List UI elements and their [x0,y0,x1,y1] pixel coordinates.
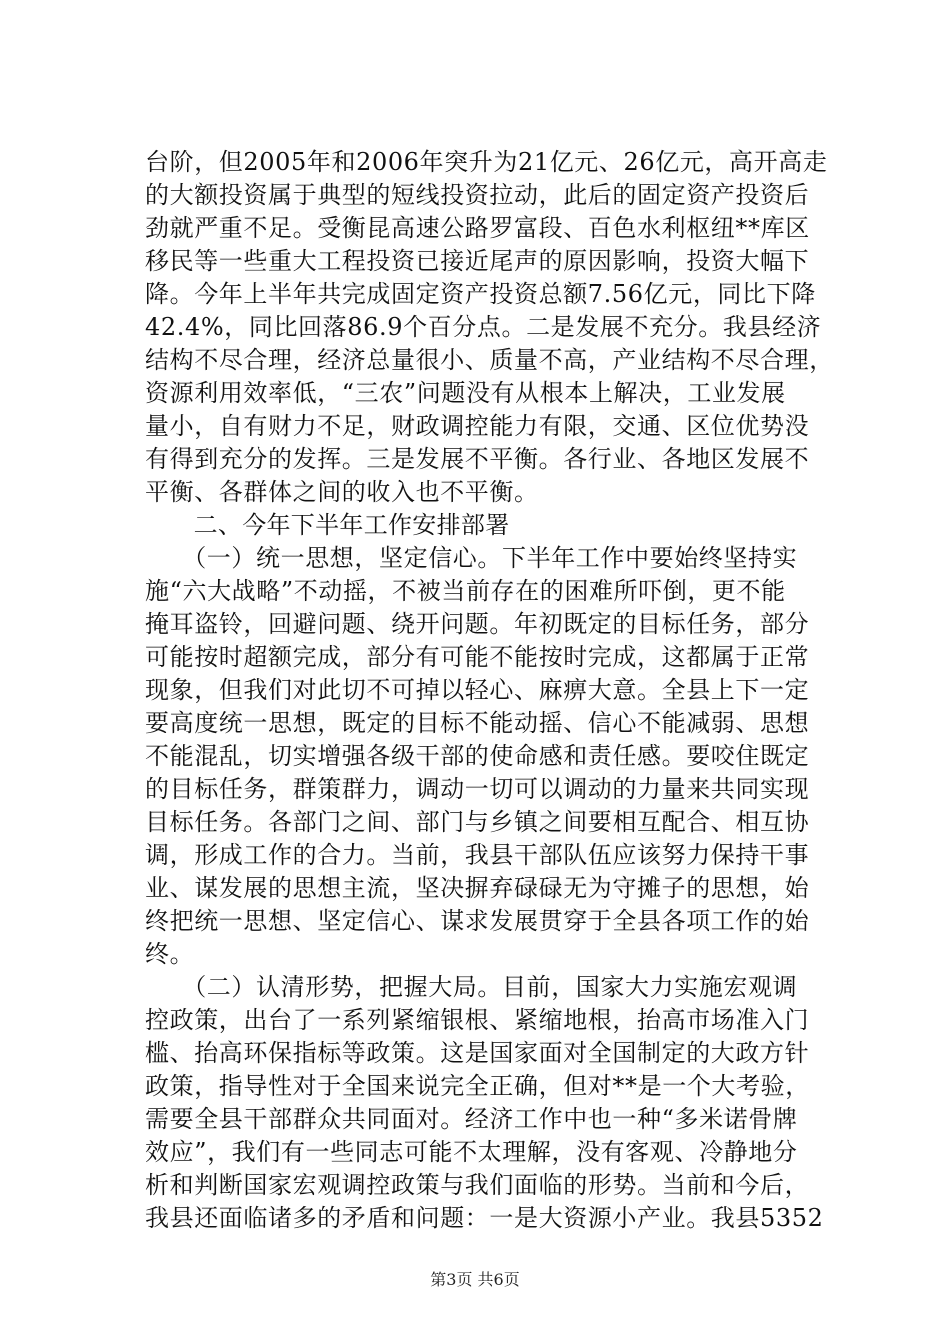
text-line: 终。 [145,940,195,968]
text-line: 劲就严重不足。受衡昆高速公路罗富段、百色水利枢纽**库区 [145,214,810,242]
text-line: 业、谋发展的思想主流，坚决摒弃碌碌无为守摊子的思想，始 [145,874,810,902]
text-line: 的大额投资属于典型的短线投资拉动，此后的固定资产投资后 [145,181,810,209]
text-line: 终把统一思想、坚定信心、谋求发展贯穿于全县各项工作的始 [145,907,810,935]
text-line: 的目标任务，群策群力，调动一切可以调动的力量来共同实现 [145,775,810,803]
text-line: 要高度统一思想，既定的目标不能动摇、信心不能减弱、思想 [145,709,810,737]
text-line: 我县还面临诸多的矛盾和问题：一是大资源小产业。我县5352 [145,1204,824,1232]
text-line: 掩耳盗铃，回避问题、绕开问题。年初既定的目标任务，部分 [145,610,810,638]
text-line: 效应”，我们有一些同志可能不太理解，没有客观、冷静地分 [145,1138,798,1166]
text-line: 政策，指导性对于全国来说完全正确，但对**是一个大考验， [145,1072,810,1100]
text-line: 有得到充分的发挥。三是发展不平衡。各行业、各地区发展不 [145,445,810,473]
text-line: 量小，自有财力不足，财政调控能力有限，交通、区位优势没 [145,412,810,440]
text-line: （一）统一思想，坚定信心。下半年工作中要始终坚持实 [145,544,798,572]
text-line: 资源利用效率低，“三农”问题没有从根本上解决，工业发展 [145,379,786,407]
text-line: 结构不尽合理，经济总量很小、质量不高，产业结构不尽合理， [145,346,834,374]
text-line: 不能混乱，切实增强各级干部的使命感和责任感。要咬住既定 [145,742,810,770]
text-line: 降。今年上半年共完成固定资产投资总额7.56亿元，同比下降 [145,280,816,308]
text-line: （二）认清形势，把握大局。目前，国家大力实施宏观调 [145,973,798,1001]
text-line: 移民等一些重大工程投资已接近尾声的原因影响，投资大幅下 [145,247,810,275]
body-text [145,146,835,1235]
text-line: 平衡、各群体之间的收入也不平衡。 [145,478,539,506]
text-line: 槛、抬高环保指标等政策。这是国家面对全国制定的大政方针 [145,1039,810,1067]
text-line: 目标任务。各部门之间、部门与乡镇之间要相互配合、相互协 [145,808,810,836]
page-number-footer: 第3页 共6页 [430,1270,520,1289]
section-heading: 二、今年下半年工作安排部署 [145,511,510,539]
text-line: 施“六大战略”不动摇，不被当前存在的困难所吓倒，更不能 [145,577,786,605]
text-line: 调，形成工作的合力。当前，我县干部队伍应该努力保持干事 [145,841,810,869]
text-line: 析和判断国家宏观调控政策与我们面临的形势。当前和今后， [145,1171,810,1199]
text-line: 台阶，但2005年和2006年突升为21亿元、26亿元，高开高走 [145,148,828,176]
text-line: 可能按时超额完成，部分有可能不能按时完成，这都属于正常 [145,643,810,671]
text-line: 42.4%，同比回落86.9个百分点。二是发展不充分。我县经济 [145,313,822,341]
text-line: 现象，但我们对此切不可掉以轻心、麻痹大意。全县上下一定 [145,676,810,704]
text-line: 需要全县干部群众共同面对。经济工作中也一种“多米诺骨牌 [145,1105,798,1133]
text-line: 控政策，出台了一系列紧缩银根、紧缩地根，抬高市场准入门 [145,1006,810,1034]
